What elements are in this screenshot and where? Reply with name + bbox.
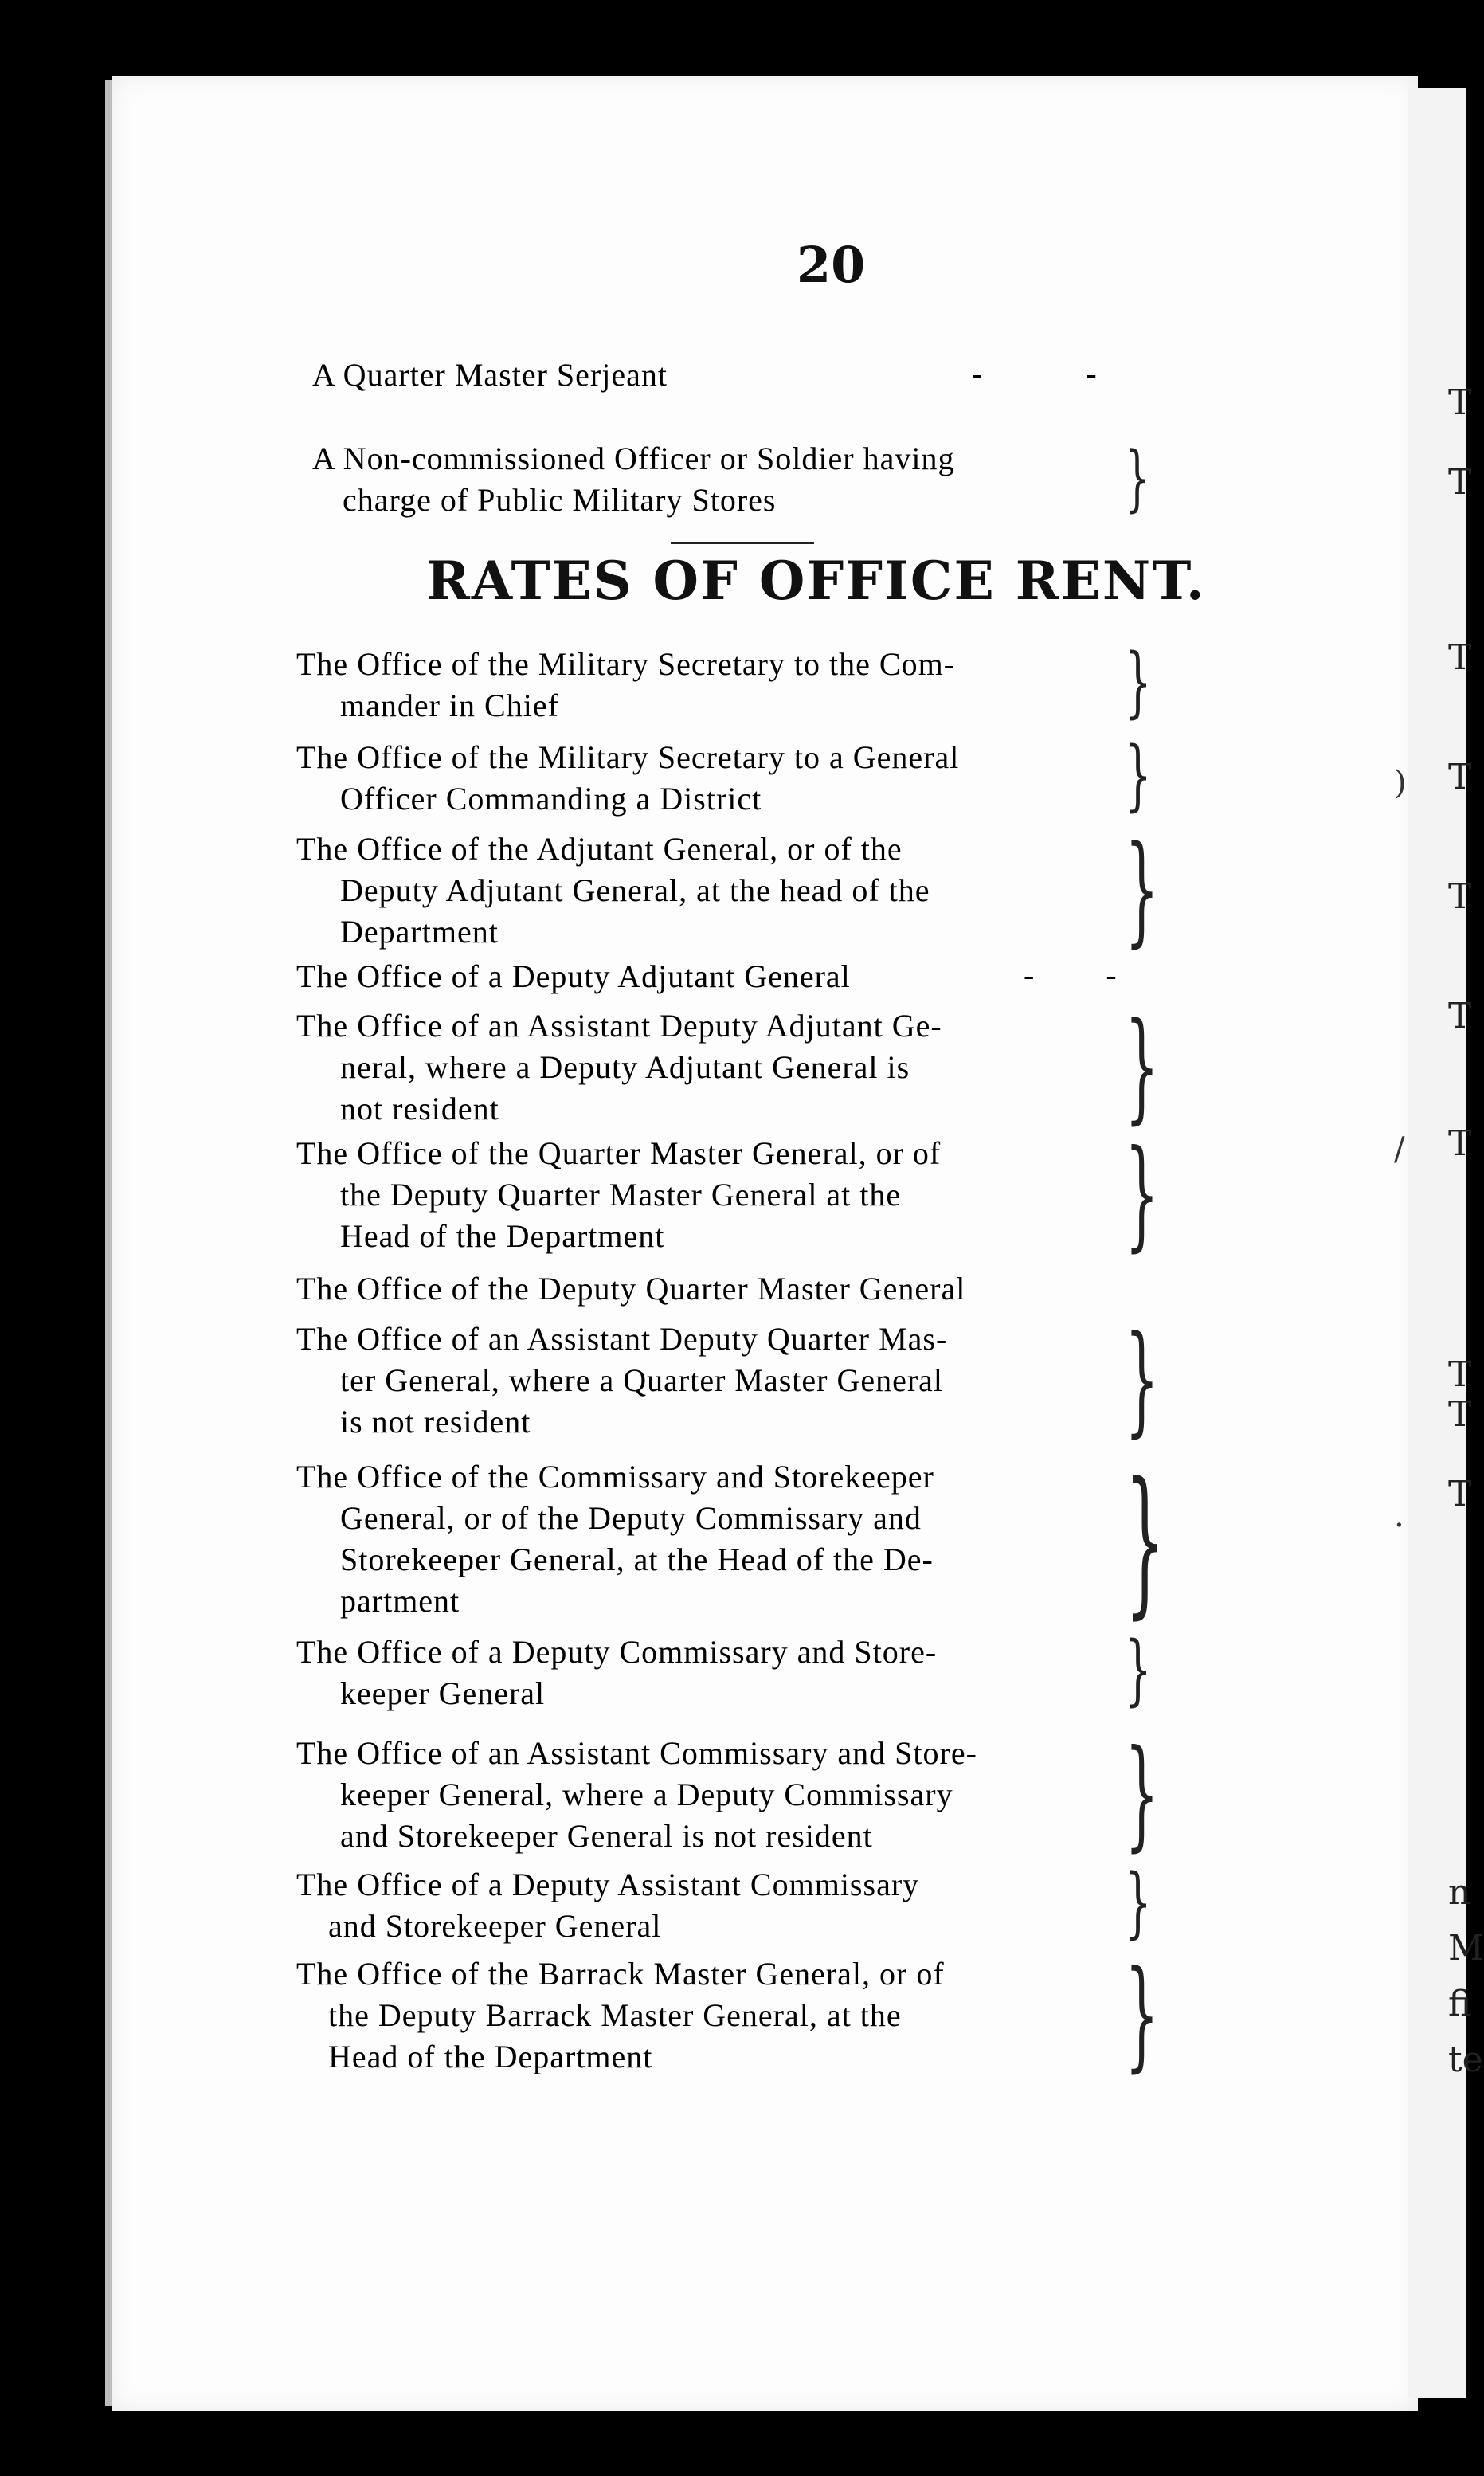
entry-line: The Office of an Assistant Commissary and Store- (296, 1735, 977, 1771)
entry-line: is not resident (340, 1404, 531, 1440)
entry-line: Head of the Department (328, 2039, 653, 2074)
margin-mark: / (1394, 1131, 1405, 1168)
adjacent-page-edge (1408, 88, 1484, 2398)
entry-line: The Office of the Military Secretary to a General (296, 739, 960, 775)
brace: } (1125, 637, 1152, 727)
entry-line: Head of the Department (340, 1218, 665, 1254)
adjacent-glyph: te (1448, 2039, 1483, 2080)
adjacent-glyph: M (1448, 1928, 1484, 1969)
entry-line: neral, where a Deputy Adjutant General is (340, 1049, 910, 1085)
entry-adjutant-general (296, 829, 1125, 953)
margin-mark: ) (1394, 765, 1407, 801)
entry-line: partment (340, 1583, 460, 1619)
adjacent-glyph: T (1448, 1474, 1472, 1514)
entry-deputy-commissary (296, 1632, 1125, 1714)
adjacent-glyph: T (1448, 757, 1472, 797)
entry-military-secretary-commander (296, 644, 1125, 727)
brace: } (1125, 731, 1152, 820)
entry-line: the Deputy Barrack Master General, at the (328, 1997, 902, 2033)
brace: } (1125, 1125, 1159, 1263)
entry-barrack-master-general (296, 1953, 1125, 2078)
brace: } (1125, 1448, 1165, 1634)
margin-mark: . (1394, 1498, 1404, 1534)
item-line: A Quarter Master Serjeant (312, 357, 668, 393)
item-line: A Non-commissioned Officer or Soldier having (312, 441, 955, 476)
adjacent-glyph: fi (1448, 1984, 1472, 2024)
adjacent-glyph: T (1448, 462, 1472, 503)
entry-line: General, or of the Deputy Commissary and (340, 1500, 922, 1536)
item-line: charge of Public Military Stores (343, 482, 777, 518)
entry-line: The Office of the Military Secretary to the Com- (296, 646, 956, 682)
adjacent-glyph: T (1448, 996, 1472, 1036)
entry-line: the Deputy Quarter Master General at the (340, 1177, 902, 1213)
entry-deputy-quarter-master-general (296, 1268, 1125, 1310)
entry-line: Officer Commanding a District (340, 781, 762, 817)
entry-line: Storekeeper General, at the Head of the De- (340, 1542, 934, 1577)
adjacent-glyph: T (1448, 637, 1472, 678)
entry-line: The Office of a Deputy Adjutant General (296, 958, 851, 994)
entry-assistant-deputy-adjutant-general (296, 1005, 1125, 1130)
entry-line: The Office of the Quarter Master General, or of (296, 1135, 942, 1171)
entry-line: Department (340, 914, 499, 950)
adjacent-glyph: T (1448, 876, 1472, 917)
brace: } (1125, 437, 1150, 520)
entry-assistant-deputy-quarter-master (296, 1318, 1125, 1443)
entry-assistant-commissary (296, 1733, 1125, 1857)
entry-line: The Office of a Deputy Assistant Commissary (296, 1867, 920, 1902)
entry-military-secretary-general (296, 737, 1125, 820)
entry-deputy-assistant-commissary (296, 1864, 1125, 1947)
brace: } (1125, 1310, 1159, 1449)
brace: } (1125, 1625, 1152, 1714)
entry-line: Deputy Adjutant General, at the head of the (340, 872, 930, 908)
entry-line: keeper General, where a Deputy Commissary (340, 1777, 953, 1812)
entry-line: The Office of the Commissary and Storekeeper (296, 1459, 934, 1495)
entry-commissary-storekeeper-general (296, 1456, 1125, 1622)
adjacent-glyph: T (1448, 1354, 1472, 1395)
adjacent-glyph: n (1448, 1872, 1471, 1913)
page-number: 20 (797, 236, 866, 294)
entry-line: The Office of the Deputy Quarter Master General (296, 1271, 966, 1307)
adjacent-glyph: T (1448, 382, 1472, 423)
entry-deputy-adjutant-general (296, 956, 1125, 997)
entry-line: keeper General (340, 1675, 546, 1711)
section-heading: RATES OF OFFICE RENT. (426, 550, 1206, 612)
leader-dashes: - - (972, 355, 1145, 391)
brace: } (1125, 821, 1159, 959)
adjacent-glyph: T (1448, 1123, 1472, 1164)
brace: } (1125, 997, 1159, 1136)
brace: } (1125, 1858, 1152, 1947)
entry-line: The Office of the Adjutant General, or of the (296, 831, 903, 867)
adjacent-glyph: T (1448, 1394, 1472, 1435)
brace: } (1125, 1945, 1159, 2084)
entry-line: and Storekeeper General (328, 1908, 662, 1944)
entry-line: ter General, where a Quarter Master General (340, 1362, 944, 1398)
entry-line: The Office of the Barrack Master General, or of (296, 1956, 945, 1992)
leader-dashes: - - (1024, 957, 1149, 993)
entry-quarter-master-general (296, 1133, 1125, 1257)
entry-line: The Office of an Assistant Deputy Quarter Mas- (296, 1321, 948, 1357)
heading-rule (671, 542, 814, 544)
item-non-commissioned-officer (296, 438, 1125, 521)
entry-line: The Office of a Deputy Commissary and Store- (296, 1634, 938, 1670)
entry-line: The Office of an Assistant Deputy Adjutant Ge- (296, 1008, 942, 1044)
entry-line: not resident (340, 1091, 499, 1126)
brace: } (1125, 1725, 1159, 1863)
entry-line: and Storekeeper General is not resident (340, 1818, 873, 1854)
entry-line: mander in Chief (340, 688, 559, 723)
